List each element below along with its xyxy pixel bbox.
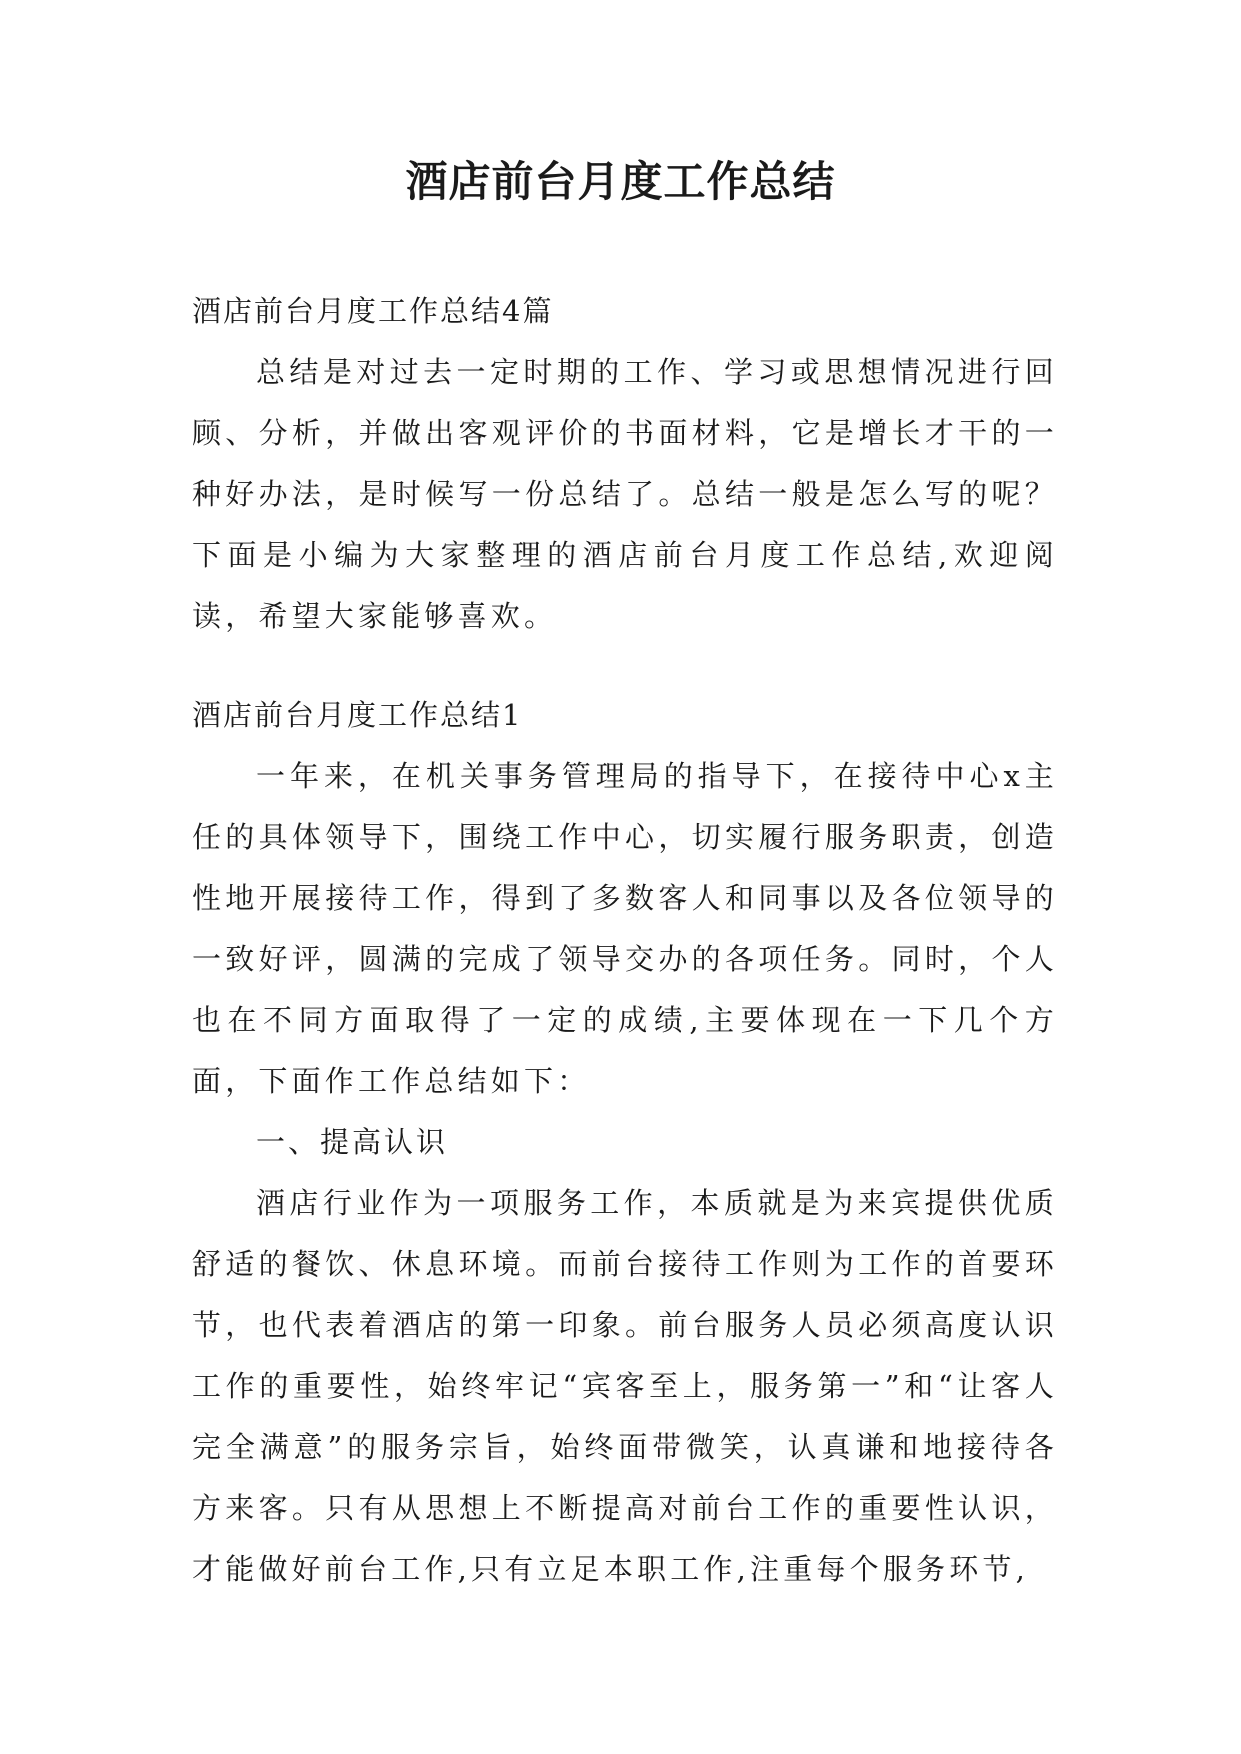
section-1-heading: 酒店前台月度工作总结1	[192, 698, 523, 732]
intro-heading: 酒店前台月度工作总结4篇	[192, 294, 554, 328]
intro-block	[192, 281, 1058, 647]
section-1-paragraph-1: 一年来，在机关事务管理局的指导下，在接待中心x主任的具体领导下，围绕工作中心，切实履行服务职责，创造性地开展接待工作，得到了多数客人和同事以及各位领导的一致好评，圆满的完成了领导交办的各项任务。同时，个人也在不同方面取得了一定的成绩,主要体现在一下几个方面，下面作工作总结如下：	[192, 759, 1058, 1098]
intro-paragraph: 总结是对过去一定时期的工作、学习或思想情况进行回顾、分析，并做出客观评价的书面材料，它是增长才干的一种好办法，是时候写一份总结了。总结一般是怎么写的呢？下面是小编为大家整理的酒店前台月度工作总结,欢迎阅读，希望大家能够喜欢。	[192, 355, 1058, 633]
section-1-paragraph-2: 酒店行业作为一项服务工作，本质就是为来宾提供优质舒适的餐饮、休息环境。而前台接待工作则为工作的首要环节，也代表着酒店的第一印象。前台服务人员必须高度认识工作的重要性，始终牢记“宾客至上，服务第一”和“让客人完全满意”的服务宗旨，始终面带微笑，认真谦和地接待各方来客。只有从思想上不断提高对前台工作的重要性认识，才能做好前台工作,只有立足本职工作,注重每个服务环节,	[192, 1186, 1058, 1586]
section-1-subheading: 一、提高认识	[256, 1125, 449, 1159]
section-1-block	[192, 685, 1058, 1600]
document-title: 酒店前台月度工作总结	[405, 157, 836, 206]
